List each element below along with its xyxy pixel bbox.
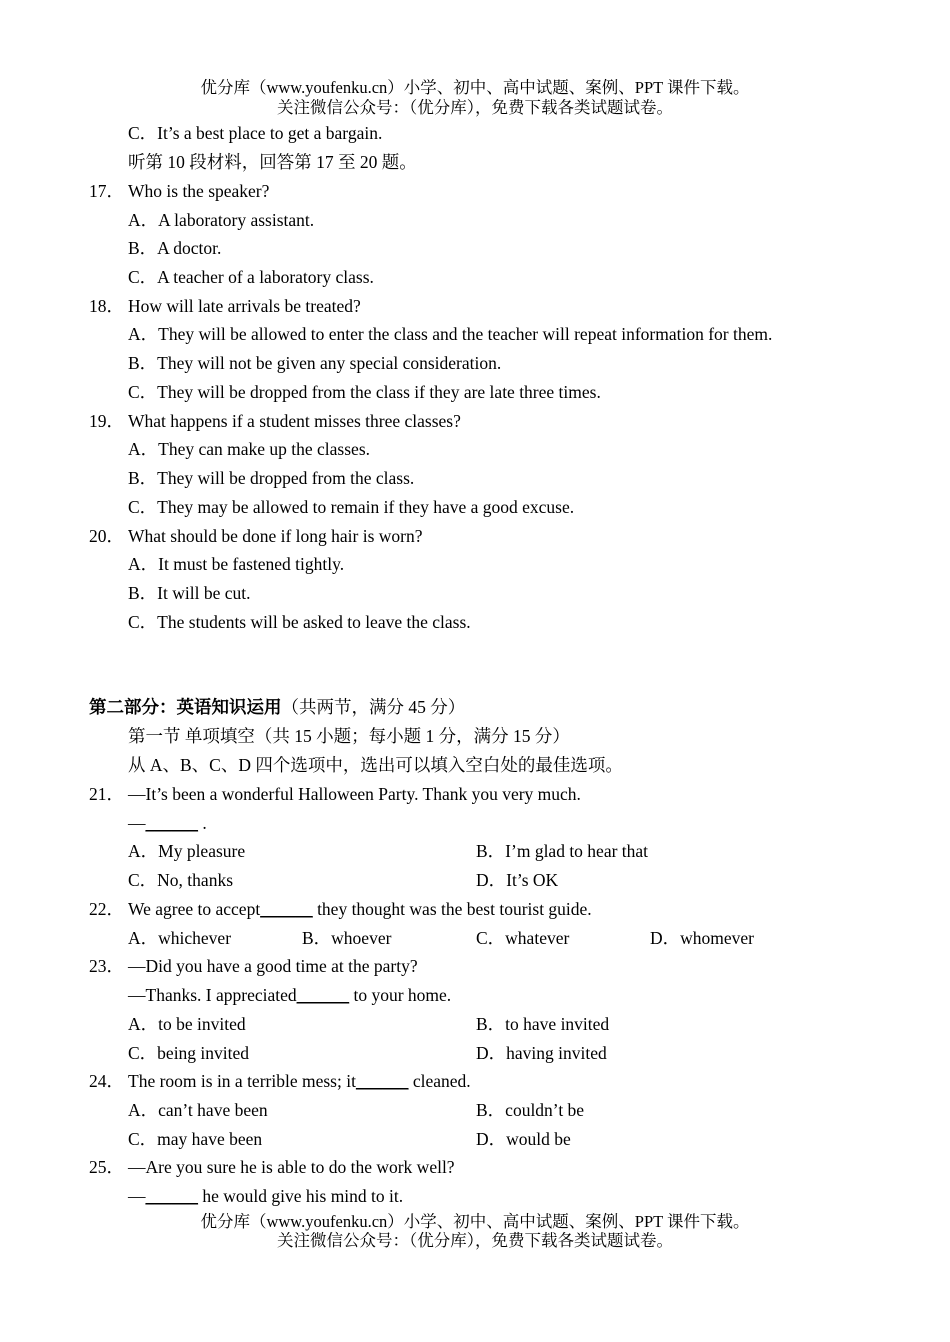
q21-option-c: C．No, thanks xyxy=(128,870,233,890)
q20-option-c: C．The students will be asked to leave the class. xyxy=(128,612,471,632)
part2-title xyxy=(89,696,465,718)
q18-text: How will late arrivals be treated? xyxy=(128,296,361,316)
header-line-1: 优分库（www.youfenku.cn）小学、初中、高中试题、案例、PPT 课件下载。 xyxy=(200,78,750,97)
part2-title-rest: （共两节，满分 45 分） xyxy=(281,697,466,717)
option-c-prev: C．It’s a best place to get a bargain. xyxy=(128,123,383,143)
part2-title-bold: 第二部分：英语知识运用 xyxy=(89,697,282,717)
q21-line2 xyxy=(128,812,207,834)
q21-number: 21． xyxy=(89,784,124,804)
q21-option-d: D．It’s OK xyxy=(476,870,559,890)
q23-option-b: B．to have invited xyxy=(476,1014,610,1034)
q25-number: 25． xyxy=(89,1157,124,1177)
q21-line1: —It’s been a wonderful Halloween Party. Thank you very much. xyxy=(128,784,581,804)
q25-blank: ______ xyxy=(145,1186,198,1206)
q18-option-b: B．They will not be given any special consideration. xyxy=(128,353,502,373)
q24-option-b: B．couldn’t be xyxy=(476,1100,585,1120)
q24-post: cleaned. xyxy=(408,1071,471,1091)
q22-text xyxy=(128,898,592,920)
q20-option-b: B．It will be cut. xyxy=(128,583,251,603)
q24-option-a: A．can’t have been xyxy=(128,1100,268,1120)
q22-blank: ______ xyxy=(260,899,313,919)
q24-text xyxy=(128,1070,471,1092)
q21-option-a: A．My pleasure xyxy=(128,841,246,861)
q22-option-b: B．whoever xyxy=(302,928,392,948)
q24-pre: The room is in a terrible mess; it xyxy=(128,1071,356,1091)
instruction: 从 A、B、C、D 四个选项中，选出可以填入空白处的最佳选项。 xyxy=(128,755,623,775)
section-note: 听第 10 段材料，回答第 17 至 20 题。 xyxy=(128,152,417,172)
q23-line1: —Did you have a good time at the party? xyxy=(128,956,418,976)
q17-option-b: B．A doctor. xyxy=(128,238,222,258)
q19-option-c: C．They may be allowed to remain if they have a good excuse. xyxy=(128,497,575,517)
q22-option-c: C．whatever xyxy=(476,928,570,948)
q21-option-b: B．I’m glad to hear that xyxy=(476,841,649,861)
q17-option-c: C．A teacher of a laboratory class. xyxy=(128,267,374,287)
q25-line2 xyxy=(128,1185,403,1207)
q20-number: 20． xyxy=(89,526,124,546)
q25-line1: —Are you sure he is able to do the work well? xyxy=(128,1157,455,1177)
q18-option-c: C．They will be dropped from the class if they are late three times. xyxy=(128,382,601,402)
q18-option-a: A．They will be allowed to enter the class and the teacher will repeat information for them. xyxy=(128,324,773,344)
q22-option-a: A．whichever xyxy=(128,928,232,948)
q19-option-a: A．They can make up the classes. xyxy=(128,439,371,459)
q18-number: 18． xyxy=(89,296,124,316)
footer-line-2: 关注微信公众号：（优分库），免费下载各类试题试卷。 xyxy=(277,1231,673,1250)
q25-dash: — xyxy=(128,1186,146,1206)
footer-line-1: 优分库（www.youfenku.cn）小学、初中、高中试题、案例、PPT 课件下载。 xyxy=(200,1212,750,1231)
q23-pre: —Thanks. I appreciated xyxy=(128,985,297,1005)
q24-option-c: C．may have been xyxy=(128,1129,263,1149)
q17-number: 17． xyxy=(89,181,124,201)
q23-line2 xyxy=(128,984,451,1006)
q23-option-d: D．having invited xyxy=(476,1043,607,1063)
q22-number: 22． xyxy=(89,899,124,919)
q23-post: to your home. xyxy=(349,985,452,1005)
q22-option-d: D．whomever xyxy=(650,928,755,948)
q24-number: 24． xyxy=(89,1071,124,1091)
q23-option-a: A．to be invited xyxy=(128,1014,246,1034)
q19-number: 19． xyxy=(89,411,124,431)
q17-option-a: A．A laboratory assistant. xyxy=(128,210,315,230)
q22-pre: We agree to accept xyxy=(128,899,261,919)
q19-option-b: B．They will be dropped from the class. xyxy=(128,468,415,488)
q23-option-c: C．being invited xyxy=(128,1043,250,1063)
q23-number: 23． xyxy=(89,956,124,976)
q25-post: he would give his mind to it. xyxy=(198,1186,404,1206)
section1-heading: 第一节 单项填空（共 15 小题；每小题 1 分，满分 15 分） xyxy=(128,726,570,746)
header-line-2: 关注微信公众号：（优分库），免费下载各类试题试卷。 xyxy=(277,98,673,117)
q21-blank: ______ xyxy=(145,813,198,833)
q21-dash: — xyxy=(128,813,146,833)
q20-option-a: A．It must be fastened tightly. xyxy=(128,554,345,574)
q19-text: What happens if a student misses three classes? xyxy=(128,411,461,431)
q24-blank: ______ xyxy=(355,1071,409,1091)
q23-blank: ______ xyxy=(296,985,350,1005)
q24-option-d: D．would be xyxy=(476,1129,571,1149)
q21-end: . xyxy=(198,813,207,833)
q22-post: they thought was the best tourist guide. xyxy=(312,899,592,919)
q20-text: What should be done if long hair is worn? xyxy=(128,526,423,546)
q17-text: Who is the speaker? xyxy=(128,181,270,201)
